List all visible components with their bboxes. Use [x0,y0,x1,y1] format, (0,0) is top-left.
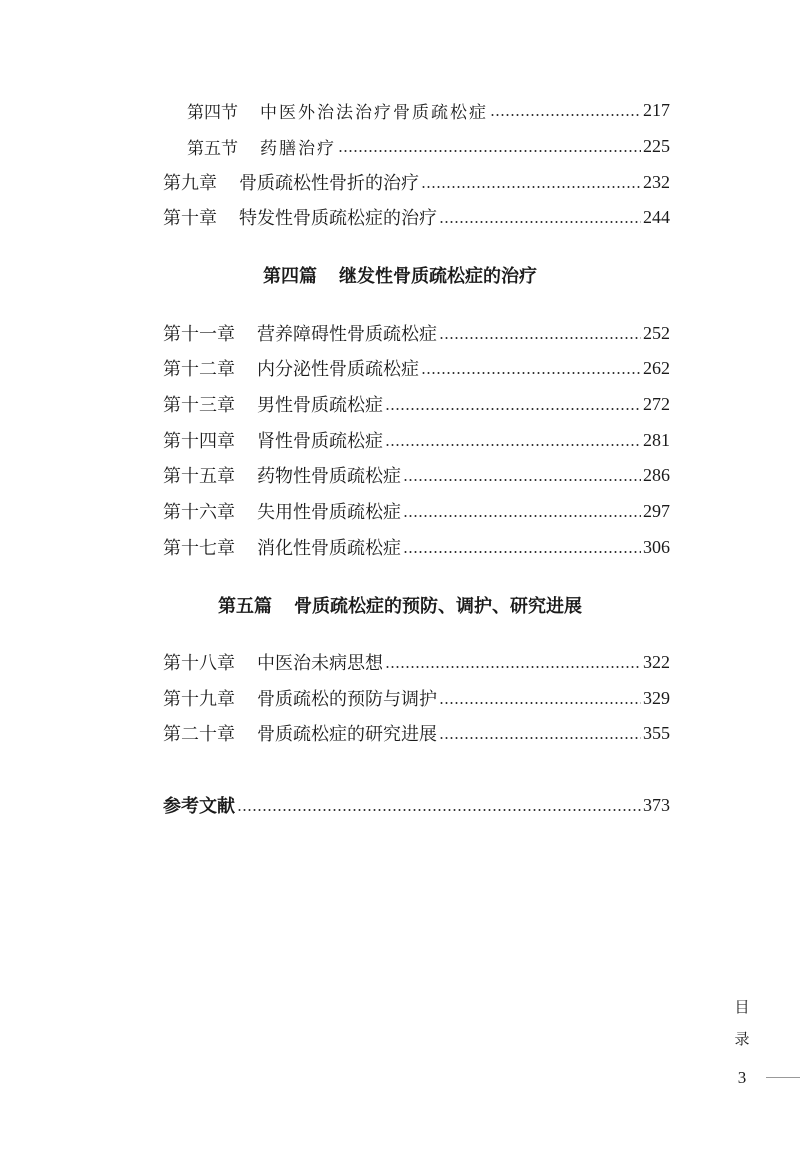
entry-number: 第十三章 [163,395,235,416]
toc-entry[interactable] [163,647,670,677]
entry-page: 244 [643,206,670,227]
entry-title: 参考文献 [163,796,235,817]
entry-number: 第十二章 [163,359,235,380]
entry-title: 特发性骨质疏松症的治疗 [239,208,437,229]
toc-entry[interactable] [163,167,670,197]
folio-rule [766,1077,800,1078]
entry-title: 中医治未病思想 [257,653,383,674]
part-title: 继发性骨质疏松症的治疗 [339,266,537,287]
dot-leader [439,202,641,232]
toc-entry[interactable] [163,496,670,526]
entry-number: 第十九章 [163,689,235,710]
entry-page: 262 [643,357,670,378]
toc-entry[interactable] [163,532,670,562]
toc-entry[interactable] [163,202,670,232]
toc-entry[interactable] [163,389,670,419]
dot-leader [421,167,641,197]
entry-page: 329 [643,687,670,708]
entry-title: 骨质疏松症的研究进展 [257,724,437,745]
entry-page: 272 [643,393,670,414]
toc-entry[interactable] [187,95,670,125]
entry-number: 第十章 [163,208,217,229]
dot-leader [421,353,641,383]
entry-number: 第十四章 [163,431,235,452]
entry-title: 肾性骨质疏松症 [257,431,383,452]
part-number: 第四篇 [263,266,317,287]
entry-page: 297 [643,500,670,521]
entry-title: 男性骨质疏松症 [257,395,383,416]
side-label-char: 录 [734,1030,750,1048]
entry-page: 306 [643,536,670,557]
entry-title: 骨质疏松的预防与调护 [257,689,437,710]
dot-leader [439,718,641,748]
entry-title: 失用性骨质疏松症 [257,502,401,523]
side-label-char: 目 [734,998,750,1016]
entry-page: 286 [643,464,670,485]
toc-entry[interactable] [187,131,670,161]
entry-title: 药物性骨质疏松症 [257,466,401,487]
entry-page: 217 [643,99,670,120]
entry-number: 第十八章 [163,653,235,674]
part-number: 第五篇 [218,596,272,617]
dot-leader [385,389,641,419]
entry-number: 第九章 [163,173,217,194]
entry-page: 225 [643,135,670,156]
dot-leader [338,131,641,161]
entry-title: 消化性骨质疏松症 [257,538,401,559]
entry-title: 药膳治疗 [260,138,336,159]
entry-number: 第十六章 [163,502,235,523]
toc-entry-references[interactable] [163,790,670,820]
entry-number: 第四节 [187,102,238,123]
entry-title: 营养障碍性骨质疏松症 [257,324,437,345]
entry-page: 355 [643,722,670,743]
toc-entry[interactable] [163,718,670,748]
page-number: 3 [737,1068,747,1087]
dot-leader [403,460,641,490]
part-title: 骨质疏松症的预防、调护、研究进展 [294,596,582,617]
dot-leader [439,318,641,348]
entry-page: 252 [643,322,670,343]
entry-number: 第十一章 [163,324,235,345]
dot-leader [490,95,641,125]
dot-leader [403,532,641,562]
part-heading[interactable] [0,262,800,288]
toc-entry[interactable] [163,318,670,348]
entry-number: 第五节 [187,138,238,159]
toc-entry[interactable] [163,425,670,455]
entry-number: 第十五章 [163,466,235,487]
entry-title: 骨质疏松性骨折的治疗 [239,173,419,194]
toc-entry[interactable] [163,683,670,713]
entry-number: 第十七章 [163,538,235,559]
entry-page: 281 [643,429,670,450]
dot-leader [237,790,641,820]
dot-leader [385,647,641,677]
toc-entry[interactable] [163,353,670,383]
dot-leader [385,425,641,455]
dot-leader [439,683,641,713]
entry-title: 内分泌性骨质疏松症 [257,359,419,380]
toc-entry[interactable] [163,460,670,490]
part-heading[interactable] [0,592,800,618]
entry-number: 第二十章 [163,724,235,745]
entry-page: 373 [643,794,670,815]
entry-page: 322 [643,651,670,672]
dot-leader [403,496,641,526]
entry-title: 中医外治法治疗骨质疏松症 [260,102,488,123]
entry-page: 232 [643,171,670,192]
